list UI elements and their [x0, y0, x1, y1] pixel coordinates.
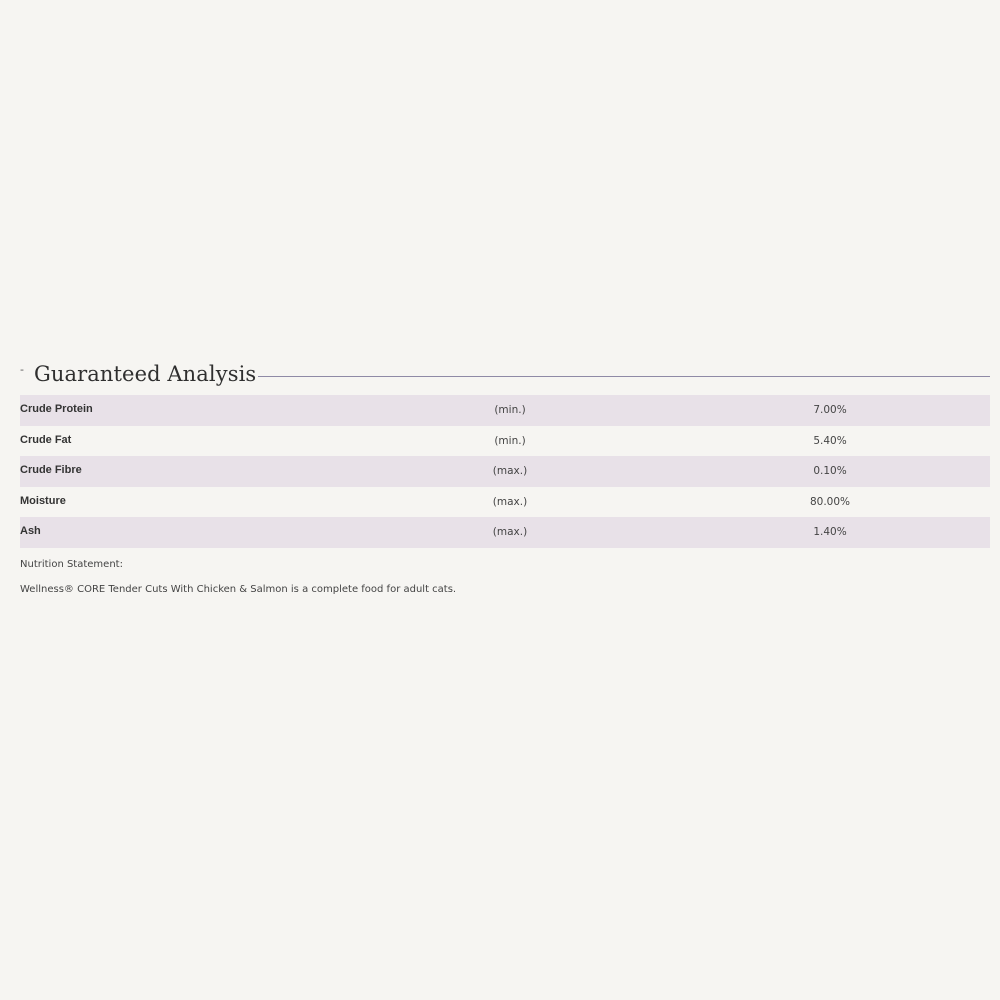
nutrient-value: 80.00% [809, 495, 851, 508]
nutrient-value: 5.40% [813, 434, 847, 447]
table-row [20, 517, 990, 548]
guaranteed-analysis-section [20, 358, 990, 548]
nutrient-qualifier: (min.) [494, 404, 526, 416]
nutrient-name: Crude Protein [20, 403, 93, 415]
nutrient-qualifier: (max.) [492, 495, 528, 508]
nutrient-qualifier: (min.) [494, 434, 526, 447]
collapse-toggle-icon[interactable]: - [20, 363, 24, 376]
nutrient-name: Crude Fat [20, 433, 72, 446]
nutrient-name: Moisture [20, 494, 66, 507]
analysis-table [20, 395, 990, 548]
nutrient-name: Crude Fibre [20, 464, 82, 476]
nutrient-value: 1.40% [813, 526, 847, 538]
section-title: Guaranteed Analysis [34, 362, 257, 386]
section-header[interactable] [20, 358, 990, 395]
table-row [20, 456, 990, 487]
nutrition-statement-text: Wellness® CORE Tender Cuts With Chicken & Salmon is a complete food for adult cats. [20, 584, 457, 595]
table-row [20, 426, 990, 457]
table-row [20, 395, 990, 426]
nutrient-qualifier: (max.) [492, 526, 528, 538]
title-divider [258, 376, 990, 377]
nutrition-statement-label: Nutrition Statement: [20, 559, 123, 570]
table-row [20, 487, 990, 518]
nutrient-name: Ash [20, 525, 41, 537]
nutrient-value: 7.00% [813, 404, 847, 416]
nutrient-qualifier: (max.) [492, 465, 528, 477]
nutrient-value: 0.10% [813, 465, 847, 477]
